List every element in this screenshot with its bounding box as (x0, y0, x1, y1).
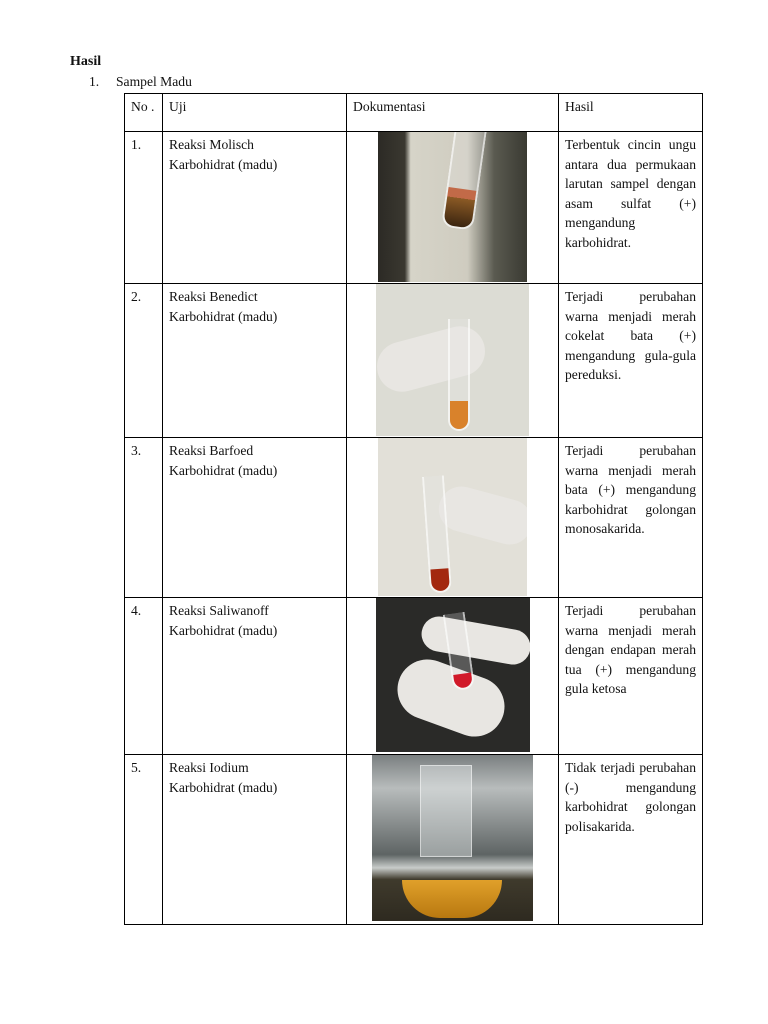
row-dokumentasi (347, 132, 559, 284)
uji-name: Reaksi Molisch (169, 137, 254, 152)
results-table (124, 93, 703, 925)
row-hasil: Terjadi perubahan warna menjadi merah dengan endapan merah tua (+) mengandung gula ketosa (559, 598, 703, 755)
uji-sample: Karbohidrat (madu) (169, 779, 278, 795)
row-dokumentasi (347, 284, 559, 438)
saliwanoff-photo (376, 598, 530, 752)
row-hasil: Terbentuk cincin ungu antara dua permukaan larutan sampel dengan asam sulfat (+) mengandung karbohidrat. (559, 132, 703, 284)
header-hasil: Hasil (559, 94, 703, 132)
row-dokumentasi (347, 438, 559, 598)
uji-sample: Karbohidrat (madu) (169, 156, 278, 172)
header-no: No . (125, 94, 163, 132)
row-hasil: Tidak terjadi perubahan (-) mengandung karbohidrat golongan polisakarida. (559, 755, 703, 925)
row-uji (163, 598, 347, 755)
uji-sample: Karbohidrat (madu) (169, 308, 278, 324)
molisch-photo (378, 132, 527, 282)
table-row (125, 132, 703, 284)
row-no: 3. (125, 438, 163, 598)
uji-sample: Karbohidrat (madu) (169, 622, 278, 638)
table-row (125, 755, 703, 925)
table-header-row (125, 94, 703, 132)
row-hasil: Terjadi perubahan warna menjadi merah bata (+) mengandung karbohidrat golongan monosakarida. (559, 438, 703, 598)
uji-name: Reaksi Benedict (169, 289, 258, 304)
table-row (125, 284, 703, 438)
table-row (125, 438, 703, 598)
header-dokumentasi: Dokumentasi (347, 94, 559, 132)
uji-name: Reaksi Barfoed (169, 443, 254, 458)
row-uji (163, 132, 347, 284)
row-dokumentasi (347, 598, 559, 755)
header-uji: Uji (163, 94, 347, 132)
section-label: Sampel Madu (116, 74, 192, 89)
uji-sample: Karbohidrat (madu) (169, 462, 278, 478)
section-number: 1. (89, 74, 100, 89)
heading: Hasil (70, 54, 102, 69)
uji-name: Reaksi Saliwanoff (169, 603, 269, 618)
row-uji (163, 755, 347, 925)
iodium-photo (372, 755, 533, 921)
section-title (89, 74, 192, 90)
uji-name: Reaksi Iodium (169, 760, 249, 775)
row-no: 5. (125, 755, 163, 925)
row-no: 1. (125, 132, 163, 284)
row-dokumentasi (347, 755, 559, 925)
row-no: 2. (125, 284, 163, 438)
table-row (125, 598, 703, 755)
row-uji (163, 284, 347, 438)
row-no: 4. (125, 598, 163, 755)
barfoed-photo (378, 438, 527, 596)
benedict-photo (376, 284, 529, 436)
row-hasil: Terjadi perubahan warna menjadi merah cokelat bata (+) mengandung gula-gula pereduksi. (559, 284, 703, 438)
row-uji (163, 438, 347, 598)
